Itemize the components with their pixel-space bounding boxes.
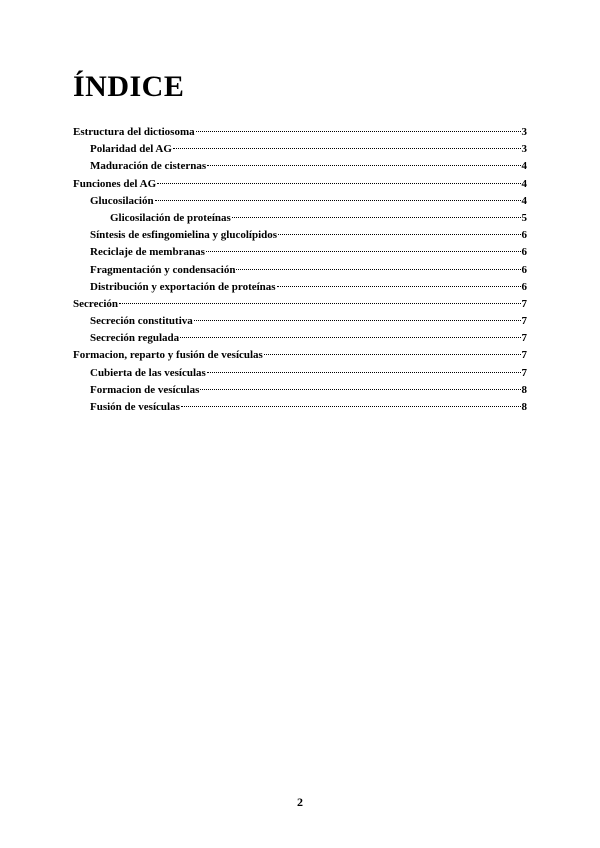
toc-entry-page: 3 xyxy=(521,143,527,156)
dot-leader xyxy=(194,320,521,321)
dot-leader xyxy=(278,234,520,235)
toc-entry-maduracion-de-cisternas[interactable] xyxy=(73,158,527,175)
toc-entry-text: Secreción regulada xyxy=(90,332,180,345)
toc-entry-estructura-del-dictiosoma[interactable] xyxy=(73,124,527,141)
toc-entry-polaridad-del-ag[interactable] xyxy=(73,141,527,158)
toc-entry-glucosilacion[interactable] xyxy=(73,193,527,210)
toc-entry-text: Secreción constitutiva xyxy=(90,315,193,328)
toc-entry-page: 6 xyxy=(521,246,527,259)
dot-leader xyxy=(236,269,520,270)
toc-entry-page: 5 xyxy=(521,211,527,224)
toc-entry-text: Maduración de cisternas xyxy=(90,160,207,173)
toc-entry-page: 8 xyxy=(521,383,527,396)
toc-entry-text: Distribución y exportación de proteínas xyxy=(90,280,276,293)
toc-entry-page: 7 xyxy=(521,315,527,328)
dot-leader xyxy=(277,286,521,287)
toc-entry-text: Glicosilación de proteínas xyxy=(110,211,231,224)
toc-entry-page: 3 xyxy=(521,126,527,138)
toc-entry-formacion-de-vesiculas[interactable] xyxy=(73,382,527,399)
dot-leader xyxy=(232,217,521,218)
toc-entry-text: Cubierta de las vesículas xyxy=(90,366,206,379)
toc-entry-text: Síntesis de esfingomielina y glucolípidos xyxy=(90,229,278,242)
toc-entry-secrecion-regulada[interactable] xyxy=(73,330,527,347)
toc-entry-sintesis-de-esfingomielina[interactable] xyxy=(73,227,527,244)
toc-entry-page: 7 xyxy=(521,349,527,362)
toc-entry-page: 4 xyxy=(521,160,527,173)
toc-entry-page: 7 xyxy=(521,332,527,345)
toc-entry-text: Reciclaje de membranas xyxy=(90,246,205,259)
toc-entry-text: Estructura del dictiosoma xyxy=(73,126,195,138)
toc-entry-secrecion-constitutiva[interactable] xyxy=(73,313,527,330)
toc-entry-formacion-reparto-fusion[interactable] xyxy=(73,347,527,364)
dot-leader xyxy=(200,389,520,390)
toc-entry-distribucion-y-exportacion[interactable] xyxy=(73,279,527,296)
toc-entry-page: 4 xyxy=(521,194,527,207)
dot-leader xyxy=(173,148,521,149)
dot-leader xyxy=(119,303,520,304)
toc-entry-text: Fragmentación y condensación xyxy=(90,263,236,276)
toc-entry-text: Formacion de vesículas xyxy=(90,383,200,396)
dot-leader xyxy=(196,131,521,132)
toc-entry-text: Funciones del AG xyxy=(73,177,157,190)
toc-entry-glicosilacion-de-proteinas[interactable] xyxy=(73,210,527,227)
toc-entry-text: Secreción xyxy=(73,297,119,310)
page-title: ÍNDICE xyxy=(73,70,185,103)
toc-entry-secrecion[interactable] xyxy=(73,296,527,313)
toc-entry-text: Polaridad del AG xyxy=(90,143,172,156)
toc-entry-page: 4 xyxy=(521,177,527,190)
toc-entry-page: 7 xyxy=(521,297,527,310)
toc-entry-page: 7 xyxy=(521,366,527,379)
toc-entry-text: Glucosilación xyxy=(90,194,154,207)
dot-leader xyxy=(155,200,521,201)
page-number: 2 xyxy=(297,795,303,809)
dot-leader xyxy=(207,165,520,166)
dot-leader xyxy=(181,406,521,407)
toc-entry-text: Formacion, reparto y fusión de vesículas xyxy=(73,349,263,362)
toc-entry-cubierta-de-las-vesiculas[interactable] xyxy=(73,365,527,382)
toc-entry-fusion-de-vesiculas[interactable] xyxy=(73,399,527,416)
dot-leader xyxy=(206,251,521,252)
dot-leader xyxy=(180,337,520,338)
toc-entry-page: 6 xyxy=(521,280,527,293)
toc-entry-reciclaje-de-membranas[interactable] xyxy=(73,244,527,261)
toc-entry-page: 6 xyxy=(521,263,527,276)
dot-leader xyxy=(264,354,521,355)
toc-entry-fragmentacion-y-condensacion[interactable] xyxy=(73,262,527,279)
table-of-contents xyxy=(73,124,527,416)
toc-entry-funciones-del-ag[interactable] xyxy=(73,176,527,193)
dot-leader xyxy=(157,183,520,184)
dot-leader xyxy=(207,372,521,373)
toc-entry-page: 6 xyxy=(521,229,527,242)
toc-entry-page: 8 xyxy=(521,401,527,413)
toc-entry-text: Fusión de vesículas xyxy=(90,401,180,413)
